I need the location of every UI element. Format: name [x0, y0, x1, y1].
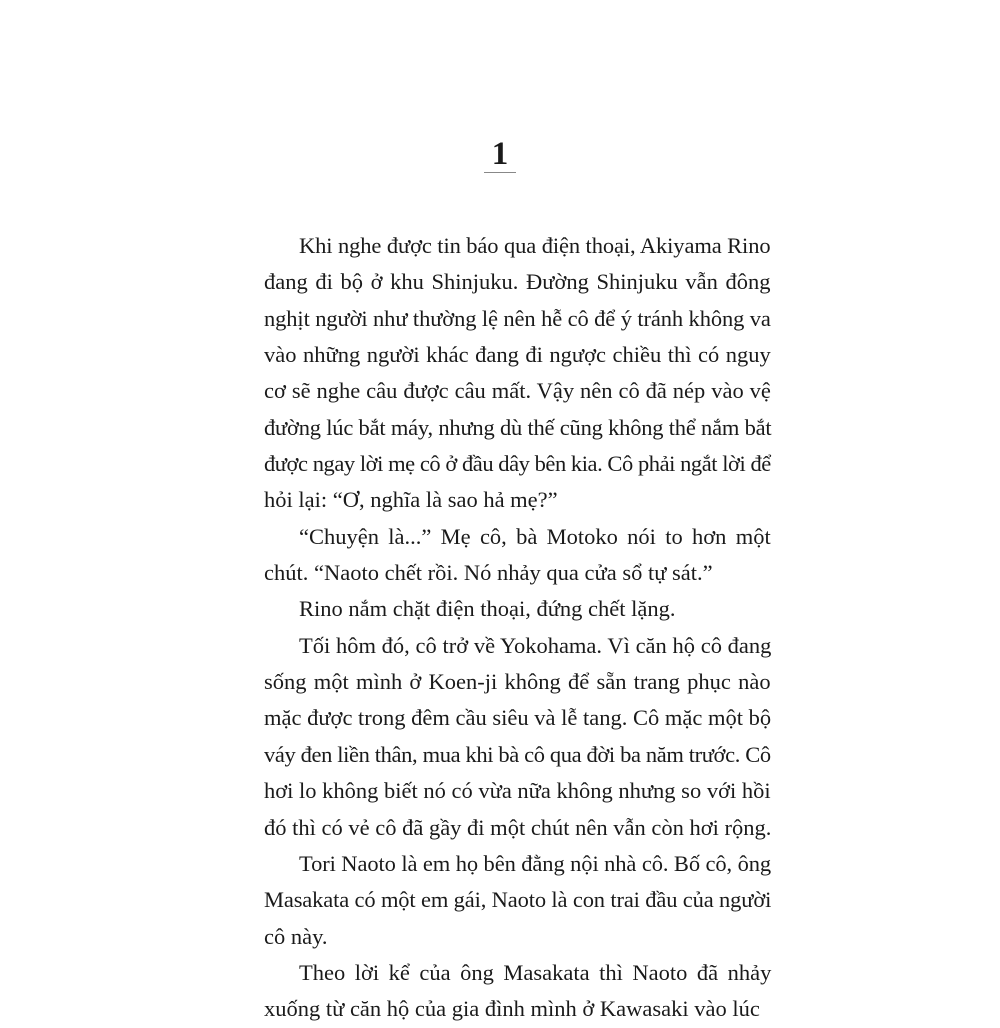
text-line: Rino nắm chặt điện thoại, đứng chết lặng.: [299, 596, 676, 622]
text-line: đang đi bộ ở khu Shinjuku. Đường Shinjuku vẫn đông: [264, 269, 771, 295]
text-line: Tối hôm đó, cô trở về Yokohama. Vì căn hộ cô đang: [299, 632, 772, 658]
chapter-number: 1: [491, 136, 509, 172]
text-line: Theo lời kể của ông Masakata thì Naoto đã nhảy: [299, 959, 772, 985]
text-line: Tori Naoto là em họ bên đằng nội nhà cô. Bố cô, ông: [299, 850, 772, 876]
text-line: hỏi lại: “Ơ, nghĩa là sao hả mẹ?”: [264, 487, 558, 513]
paragraph-2: [229, 519, 771, 592]
paragraph-5: [229, 846, 771, 955]
text-line: “Chuyện là...” Mẹ cô, bà Motoko nói to hơn một: [299, 523, 771, 549]
paragraph-1: [229, 228, 771, 519]
text-line: chút. “Naoto chết rồi. Nó nhảy qua cửa sổ tự sát.”: [264, 560, 713, 586]
paragraph-3: [229, 591, 771, 627]
text-line: đó thì có vẻ cô đã gầy đi một chút nên vẫn còn hơi rộng.: [264, 814, 772, 840]
text-line: hơi lo không biết nó có vừa nữa không nhưng so với hồi: [264, 778, 771, 804]
text-line: đường lúc bắt máy, nhưng dù thế cũng không thể nắm bắt: [264, 414, 772, 440]
text-line: nghịt người như thường lệ nên hễ cô để ý tránh không va: [264, 305, 771, 331]
text-line: cô này.: [264, 923, 328, 949]
text-line: Masakata có một em gái, Naoto là con trai đầu của người: [264, 887, 772, 913]
text-line: váy đen liền thân, mua khi bà cô qua đời ba năm trước. Cô: [264, 741, 771, 767]
paragraph-6: [229, 955, 771, 1028]
text-line: sống một mình ở Koen-ji không để sẵn trang phục nào: [264, 669, 771, 695]
text-line: Khi nghe được tin báo qua điện thoại, Akiyama Rino: [299, 233, 771, 258]
text-line: vào những người khác đang đi ngược chiều thì có nguy: [264, 342, 771, 368]
paragraph-4: [229, 628, 771, 846]
chapter-body: [229, 228, 771, 1028]
text-line: được ngay lời mẹ cô ở đầu dây bên kia. Cô phải ngắt lời để: [264, 451, 771, 477]
chapter-divider: [484, 172, 516, 173]
text-line: mặc được trong đêm cầu siêu và lễ tang. Cô mặc một bộ: [264, 705, 772, 731]
text-line: xuống từ căn hộ của gia đình mình ở Kawasaki vào lúc: [264, 996, 760, 1022]
text-line: cơ sẽ nghe câu được câu mất. Vậy nên cô đã nép vào vệ: [264, 378, 771, 404]
